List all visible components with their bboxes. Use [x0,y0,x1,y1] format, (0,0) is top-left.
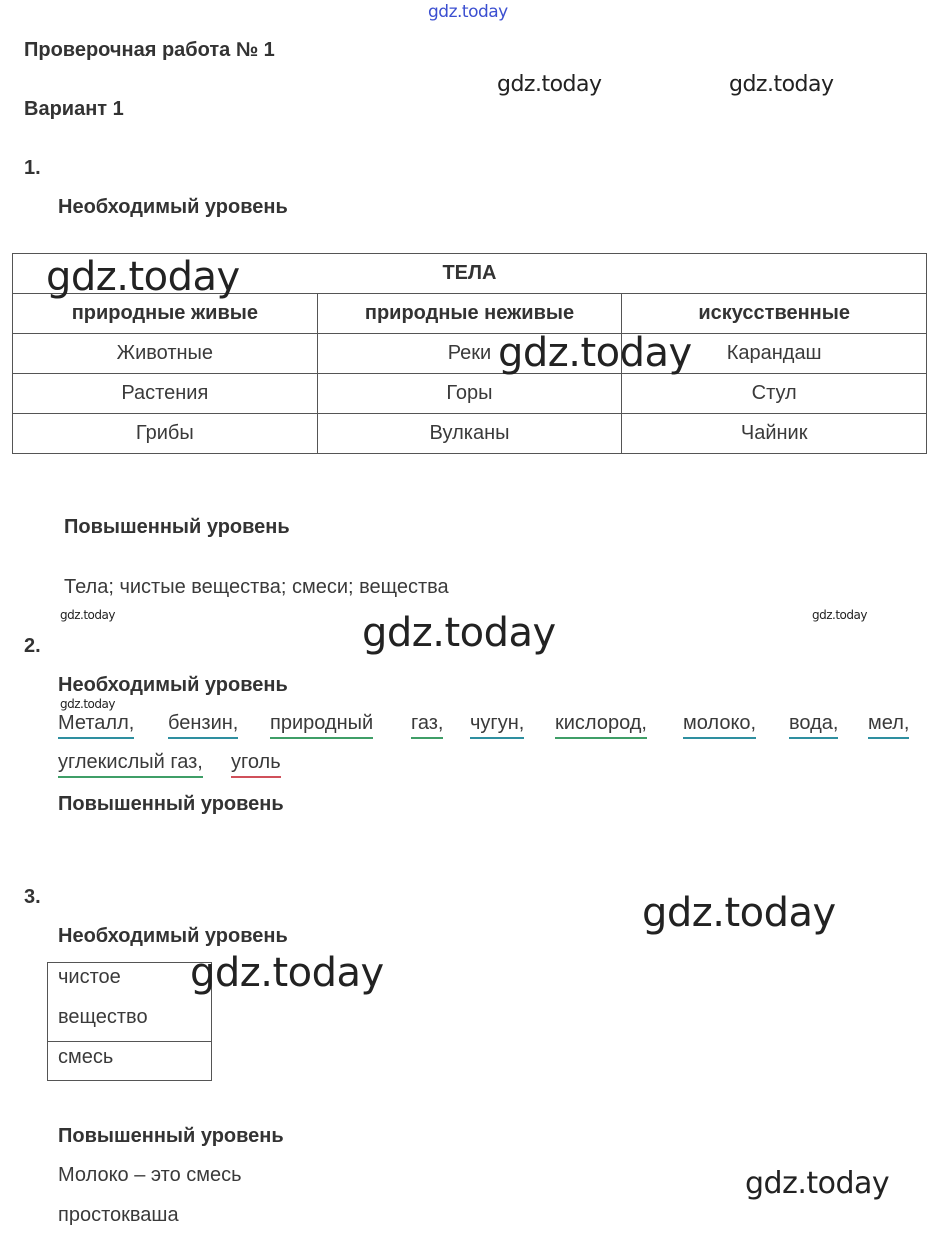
table-cell: Реки [317,334,622,374]
watermark-header-right: gdz.today [729,72,834,97]
section-3-answer-line-2: простокваша [58,1204,179,1226]
table-cell: Стул [622,374,927,414]
variant-label: Вариант 1 [24,98,124,120]
table-cell: Чайник [622,414,927,454]
section-2-level-required: Необходимый уровень [58,674,288,696]
box-line-substance: вещество [58,1006,148,1028]
table-header-cell: природные живые [13,294,318,334]
section-1-level-required: Необходимый уровень [58,196,288,218]
watermark-sec2-center: gdz.today [362,610,556,656]
table-cell: Карандаш [622,334,927,374]
section-1-advanced-answer: Тела; чистые вещества; смеси; вещества [64,576,449,598]
watermark-sec2-small-under: gdz.today [60,697,115,711]
section-3-answer-line-1: Молоко – это смесь [58,1164,242,1186]
section-1-level-advanced: Повышенный уровень [64,516,290,538]
substance-item: кислород, [555,712,647,739]
watermark-sec2-small-right: gdz.today [812,608,867,622]
table-cell: Грибы [13,414,318,454]
substance-item: молоко, [683,712,756,739]
watermark-sec3-box: gdz.today [190,950,384,996]
section-2-number: 2. [24,635,41,657]
substance-item: уголь [231,751,281,778]
table-caption: ТЕЛА [13,254,927,294]
box-line-mixture: смесь [58,1046,114,1068]
substance-item: мел, [868,712,909,739]
watermark-sec3-right: gdz.today [642,890,836,936]
table-cell: Горы [317,374,622,414]
section-3-level-required: Необходимый уровень [58,925,288,947]
section-2-level-advanced: Повышенный уровень [58,793,284,815]
table-cell: Растения [13,374,318,414]
substance-item: чугун, [470,712,524,739]
table-header-cell: природные неживые [317,294,622,334]
table-row [13,414,927,454]
substance-item: углекислый газ, [58,751,203,778]
section-3-number: 3. [24,886,41,908]
substance-item: вода, [789,712,838,739]
substance-item: газ, [411,712,443,739]
watermark-sec2-small-left: gdz.today [60,608,115,622]
watermark-table-left: gdz.today [46,254,240,300]
section-1-number: 1. [24,157,41,179]
watermark-top: gdz.today [428,2,508,22]
substance-type-box [47,962,212,1081]
substance-item: Металл, [58,712,134,739]
box-line-pure: чистое [58,966,121,988]
watermark-header-left: gdz.today [497,72,602,97]
table-row [13,374,927,414]
table-header-cell: искусственные [622,294,927,334]
table-row [13,334,927,374]
substance-item: природный [270,712,373,739]
page-title: Проверочная работа № 1 [24,39,275,61]
watermark-bottom-right: gdz.today [745,1166,890,1201]
box-divider [48,1041,211,1042]
table-cell: Животные [13,334,318,374]
section-3-level-advanced: Повышенный уровень [58,1125,284,1147]
watermark-table-center: gdz.today [498,330,692,376]
substance-item: бензин, [168,712,238,739]
table-cell: Вулканы [317,414,622,454]
